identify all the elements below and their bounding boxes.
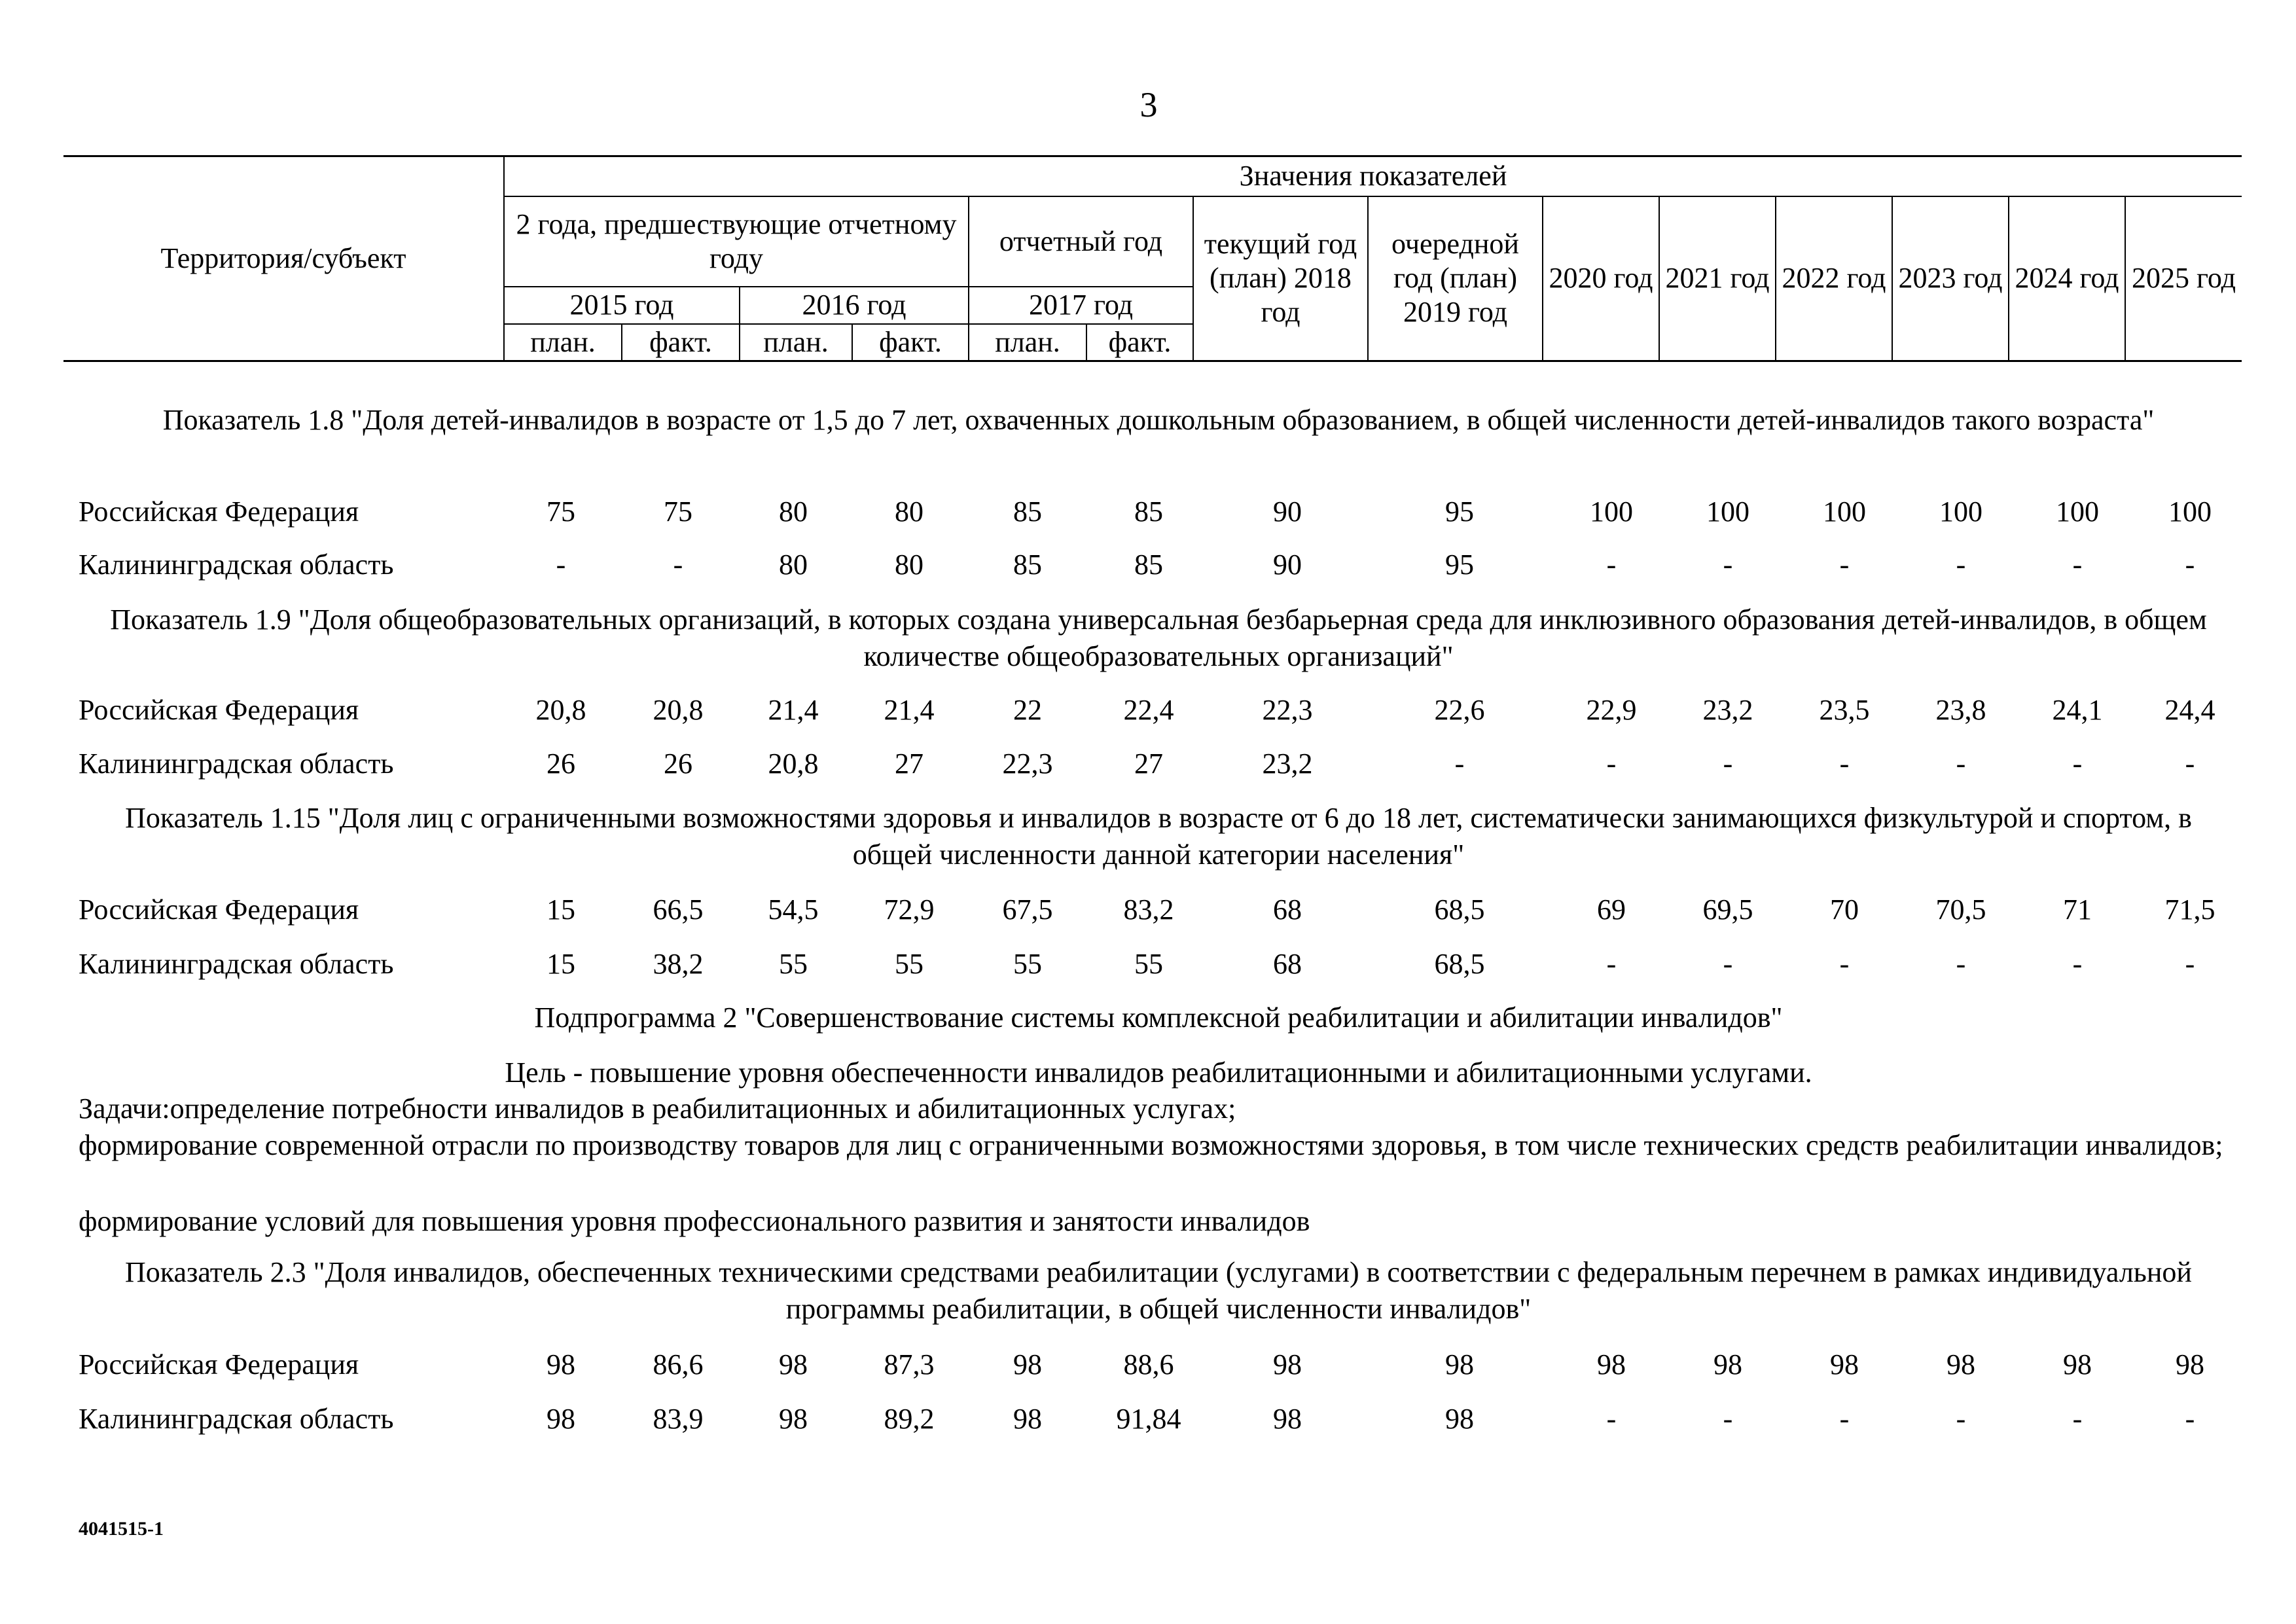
table-cell: -: [1723, 948, 1733, 980]
table-cell: 100: [1590, 496, 1633, 528]
subprogram-task-1: Задачи:определение потребности инвалидов в реабилитационных и абилитационных услугах;: [79, 1092, 1236, 1125]
table-cell: 15: [547, 893, 575, 926]
indicator-2-3-title: Показатель 2.3 "Доля инвалидов, обеспеченных техническими средствами реабилитации (услугами) в соответствии с федеральным перечнем в рамках индивидуальной программы реабилитации, в общей численности инвалидов": [125, 1256, 2192, 1325]
table-cell: 98: [1273, 1348, 1302, 1380]
header-year-2021: 2021 год: [1659, 196, 1776, 361]
table-cell: 55: [779, 948, 808, 980]
indicator-1-15-title: Показатель 1.15 "Доля лиц с ограниченными возможностями здоровья и инвалидов в возрасте от 6 до 18 лет, систематически занимающихся физкультурой и спортом, в общей численности данной категории населения": [125, 802, 2192, 871]
table-cell: 98: [1597, 1348, 1626, 1380]
table-cell: 80: [895, 549, 924, 581]
table-cell: 22,6: [1434, 694, 1485, 726]
table-cell: 100: [1706, 496, 1749, 528]
table-cell: 22,3: [1002, 748, 1053, 780]
table-cell: 55: [1134, 948, 1163, 980]
table-cell: 100: [2056, 496, 2099, 528]
table-cell: 22,4: [1123, 694, 1174, 726]
table-row: [0, 1345, 2296, 1384]
header-year-2024: 2024 год: [2009, 196, 2125, 361]
table-cell: 27: [895, 748, 924, 780]
table-cell: 98: [2063, 1348, 2092, 1380]
table-cell: 80: [779, 496, 808, 528]
table-cell: 24,4: [2164, 694, 2215, 726]
table-cell: 98: [1445, 1348, 1474, 1380]
table-cell: 55: [1013, 948, 1042, 980]
table-row: [0, 1399, 2296, 1439]
table-cell: 72,9: [884, 893, 935, 926]
table-cell: 83,9: [653, 1403, 704, 1435]
table-cell: 98: [547, 1403, 575, 1435]
table-cell: 71: [2063, 893, 2092, 926]
table-cell: 22,9: [1586, 694, 1637, 726]
table-cell: 95: [1445, 549, 1474, 581]
table-cell: 20,8: [653, 694, 704, 726]
row-label: Калининградская область: [79, 948, 394, 980]
header-next-year: очередной год (план) 2019 год: [1368, 196, 1543, 361]
table-cell: 67,5: [1002, 893, 1053, 926]
header-table: [63, 155, 2242, 362]
table-cell: -: [1839, 748, 1850, 780]
table-cell: 87,3: [884, 1348, 935, 1380]
table-cell: -: [1454, 748, 1465, 780]
header-2015-fact: факт.: [622, 324, 740, 361]
table-cell: 95: [1445, 496, 1474, 528]
table-cell: 98: [1013, 1403, 1042, 1435]
header-prev-years: 2 года, предшествующие отчетному году: [504, 196, 969, 287]
table-cell: 86,6: [653, 1348, 704, 1380]
table-cell: 100: [1939, 496, 1982, 528]
subprogram-2-title: Подпрограмма 2 "Совершенствование системы комплексной реабилитации и абилитации инвалидов": [534, 1001, 1783, 1034]
header-2017-fact: факт.: [1086, 324, 1193, 361]
table-cell: 69,5: [1702, 893, 1753, 926]
table-cell: 38,2: [653, 948, 704, 980]
header-current-year: текущий год (план) 2018 год: [1193, 196, 1368, 361]
table-cell: 23,2: [1262, 748, 1313, 780]
table-cell: -: [2185, 549, 2195, 581]
row-label: Калининградская область: [79, 549, 394, 581]
table-cell: 75: [664, 496, 692, 528]
row-label: Российская Федерация: [79, 694, 359, 726]
table-cell: 85: [1013, 496, 1042, 528]
header-2015: 2015 год: [504, 287, 740, 324]
table-cell: -: [1606, 1403, 1617, 1435]
table-cell: 98: [1273, 1403, 1302, 1435]
table-cell: 71,5: [2164, 893, 2215, 926]
table-cell: 22,3: [1262, 694, 1313, 726]
header-2016: 2016 год: [740, 287, 969, 324]
table-cell: -: [1839, 1403, 1850, 1435]
subprogram-task-2: формирование современной отрасли по производству товаров для лиц с ограниченными возможностями здоровья, в том числе технических средств реабилитации инвалидов;: [79, 1129, 2223, 1161]
table-cell: 75: [547, 496, 575, 528]
subprogram-goal: Цель - повышение уровня обеспеченности инвалидов реабилитационными и абилитационными услугами.: [505, 1056, 1812, 1089]
table-cell: 98: [547, 1348, 575, 1380]
table-cell: 85: [1013, 549, 1042, 581]
row-label: Российская Федерация: [79, 496, 359, 528]
table-cell: 85: [1134, 496, 1163, 528]
header-values-title: Значения показателей: [504, 156, 2242, 196]
table-cell: 24,1: [2052, 694, 2103, 726]
table-cell: 98: [779, 1403, 808, 1435]
header-year-2022: 2022 год: [1776, 196, 1892, 361]
table-cell: 98: [1946, 1348, 1975, 1380]
row-label: Российская Федерация: [79, 1348, 359, 1380]
document-code: 4041515-1: [79, 1518, 164, 1540]
table-cell: 68: [1273, 893, 1302, 926]
table-cell: 20,8: [768, 748, 819, 780]
header-territory: Территория/субъект: [63, 156, 504, 361]
table-cell: -: [1956, 948, 1966, 980]
table-cell: 98: [1445, 1403, 1474, 1435]
row-label: Калининградская область: [79, 748, 394, 780]
table-cell: 66,5: [653, 893, 704, 926]
table-cell: 68: [1273, 948, 1302, 980]
table-cell: 21,4: [884, 694, 935, 726]
header-year-2020: 2020 год: [1543, 196, 1659, 361]
table-cell: 98: [1013, 1348, 1042, 1380]
table-cell: -: [1956, 549, 1966, 581]
table-cell: 21,4: [768, 694, 819, 726]
table-cell: -: [556, 549, 566, 581]
table-row: [0, 744, 2296, 784]
table-cell: -: [1606, 748, 1617, 780]
row-label: Калининградская область: [79, 1403, 394, 1435]
header-2016-plan: план.: [740, 324, 852, 361]
table-cell: -: [2072, 948, 2083, 980]
table-cell: -: [2185, 748, 2195, 780]
table-cell: 88,6: [1123, 1348, 1174, 1380]
header-2017: 2017 год: [969, 287, 1193, 324]
table-cell: 83,2: [1123, 893, 1174, 926]
table-cell: 20,8: [535, 694, 586, 726]
table-cell: -: [1606, 549, 1617, 581]
table-row: [0, 492, 2296, 532]
header-year-2025: 2025 год: [2125, 196, 2242, 361]
table-cell: -: [1606, 948, 1617, 980]
table-cell: 69: [1597, 893, 1626, 926]
table-cell: 90: [1273, 549, 1302, 581]
table-cell: 26: [547, 748, 575, 780]
page-number: 3: [1139, 85, 1158, 124]
table-cell: -: [1723, 748, 1733, 780]
table-row: [0, 691, 2296, 730]
table-row: [0, 890, 2296, 929]
table-row: [0, 545, 2296, 585]
table-cell: 98: [779, 1348, 808, 1380]
table-cell: 90: [1273, 496, 1302, 528]
table-cell: 15: [547, 948, 575, 980]
table-cell: 85: [1134, 549, 1163, 581]
table-cell: 98: [1713, 1348, 1742, 1380]
header-2017-plan: план.: [969, 324, 1086, 361]
table-row: [0, 945, 2296, 984]
table-cell: 23,5: [1819, 694, 1870, 726]
table-cell: 68,5: [1434, 948, 1485, 980]
table-cell: -: [2072, 748, 2083, 780]
table-cell: 100: [2168, 496, 2212, 528]
table-cell: 98: [1830, 1348, 1859, 1380]
table-cell: -: [673, 549, 683, 581]
table-cell: -: [2185, 1403, 2195, 1435]
table-cell: 80: [779, 549, 808, 581]
table-cell: -: [1956, 1403, 1966, 1435]
table-cell: -: [1839, 948, 1850, 980]
indicator-1-9-title: Показатель 1.9 "Доля общеобразовательных организаций, в которых создана универсальная безбарьерная среда для инклюзивного образования детей-инвалидов, в общем количестве общеобразовательных организаций": [110, 604, 2207, 672]
header-2016-fact: факт.: [852, 324, 969, 361]
table-cell: -: [1723, 549, 1733, 581]
table-cell: 91,84: [1116, 1403, 1181, 1435]
header-year-2023: 2023 год: [1892, 196, 2009, 361]
table-cell: -: [1723, 1403, 1733, 1435]
table-cell: 55: [895, 948, 924, 980]
table-cell: -: [1956, 748, 1966, 780]
indicator-1-8-title: Показатель 1.8 "Доля детей-инвалидов в возрасте от 1,5 до 7 лет, охваченных дошкольным образованием, в общей численности детей-инвалидов такого возраста": [162, 404, 2155, 436]
table-cell: 98: [2176, 1348, 2204, 1380]
table-cell: 89,2: [884, 1403, 935, 1435]
row-label: Российская Федерация: [79, 893, 359, 926]
header-report-year: отчетный год: [969, 196, 1193, 287]
table-cell: 68,5: [1434, 893, 1485, 926]
table-cell: -: [2185, 948, 2195, 980]
subprogram-task-3: формирование условий для повышения уровня профессионального развития и занятости инвалидов: [79, 1205, 1310, 1237]
table-cell: 23,2: [1702, 694, 1753, 726]
table-cell: 23,8: [1935, 694, 1986, 726]
table-cell: 26: [664, 748, 692, 780]
table-cell: 70: [1830, 893, 1859, 926]
table-cell: 54,5: [768, 893, 819, 926]
table-cell: -: [1839, 549, 1850, 581]
table-cell: 70,5: [1935, 893, 1986, 926]
header-2015-plan: план.: [504, 324, 622, 361]
table-cell: 100: [1823, 496, 1866, 528]
table-cell: -: [2072, 549, 2083, 581]
table-cell: 80: [895, 496, 924, 528]
table-cell: 27: [1134, 748, 1163, 780]
table-cell: -: [2072, 1403, 2083, 1435]
table-cell: 22: [1013, 694, 1042, 726]
